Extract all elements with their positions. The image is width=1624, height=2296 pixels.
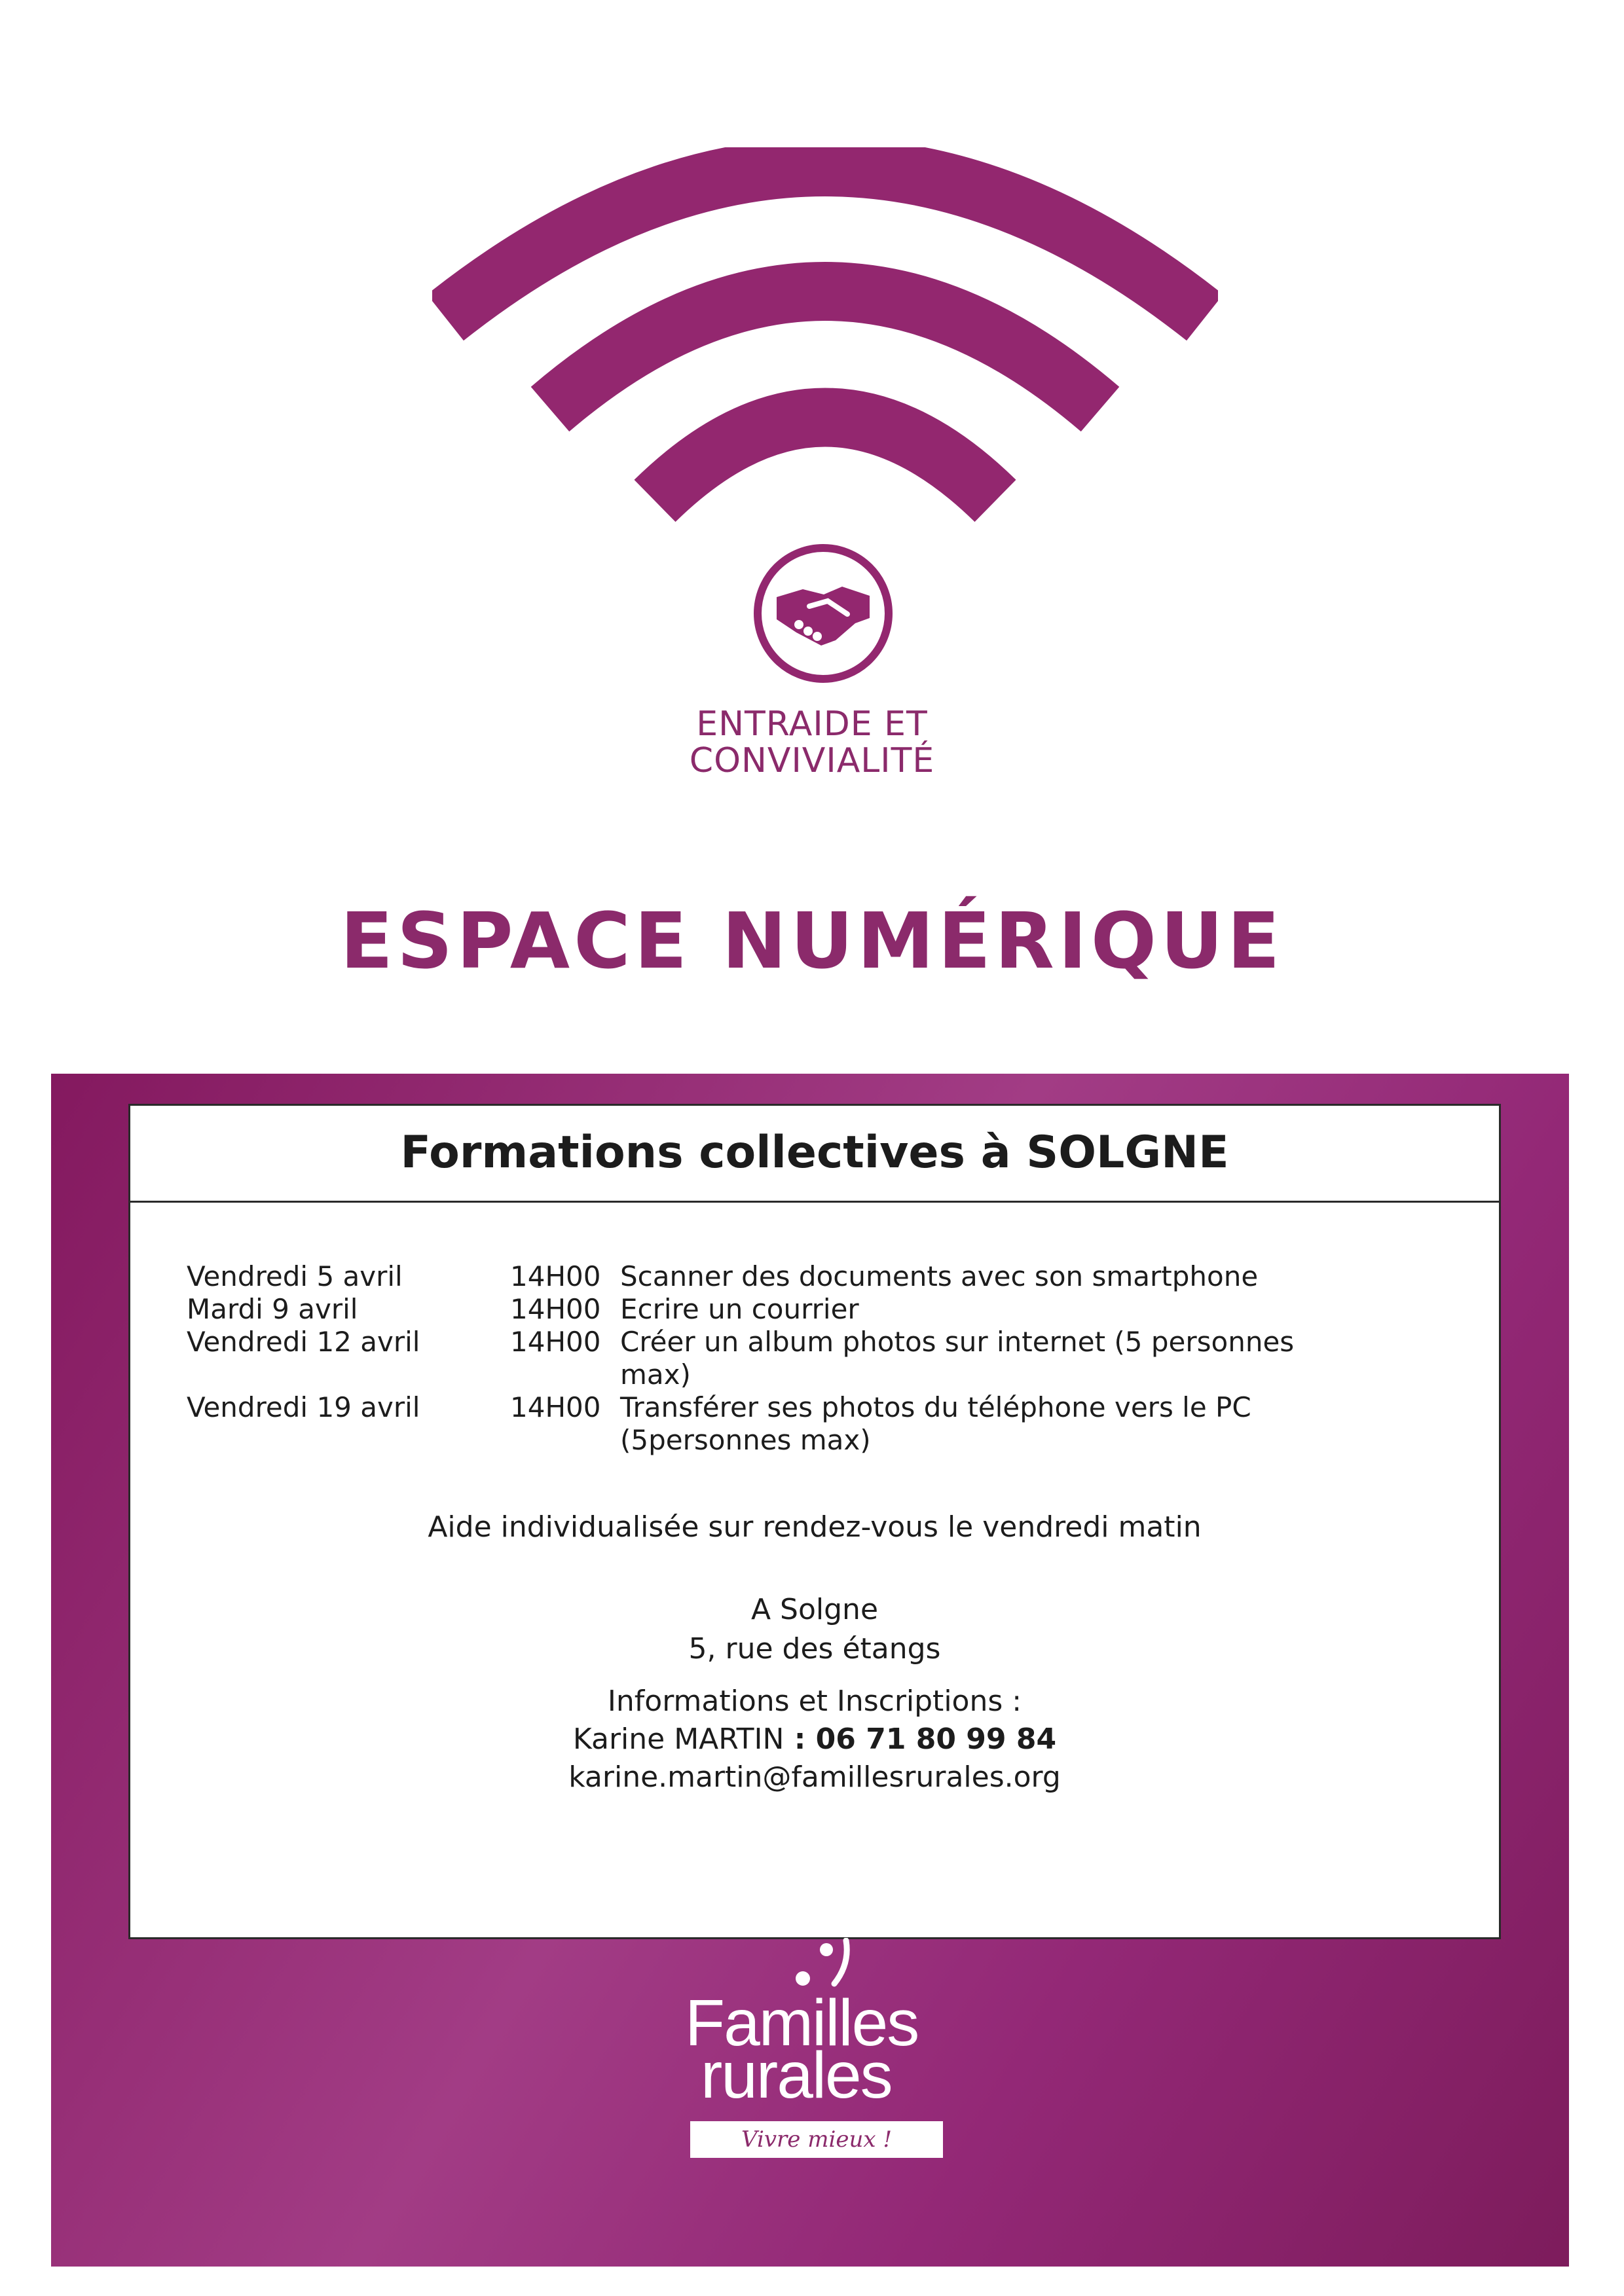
contact-line (130, 1720, 1499, 1759)
info-panel (128, 1104, 1501, 1939)
session-date: Vendredi 5 avril (187, 1260, 403, 1292)
session-date: Vendredi 19 avril (187, 1391, 420, 1423)
panel-header (130, 1106, 1499, 1203)
logo-word-familles: Familles (685, 1986, 919, 2060)
session-row (187, 1391, 1483, 1457)
wifi-icon (432, 147, 1218, 553)
logo-tagline-box (690, 2121, 943, 2158)
badge-tagline-line1: ENTRAIDE ET (696, 704, 928, 744)
panel-title: Formations collectives à SOLGNE (400, 1127, 1229, 1178)
session-time: 14H00 (510, 1391, 601, 1423)
session-topic: Ecrire un courrier (620, 1293, 859, 1325)
badge-tagline-line2: CONVIVIALITÉ (689, 741, 935, 780)
contact-name: Karine MARTIN (572, 1722, 784, 1756)
contact-phone[interactable]: 06 71 80 99 84 (815, 1722, 1057, 1756)
session-row (187, 1260, 1483, 1293)
session-date: Vendredi 12 avril (187, 1326, 420, 1358)
session-row (187, 1293, 1483, 1326)
session-topic: Transférer ses photos du téléphone vers le PC (5personnes max) (620, 1391, 1251, 1456)
contact-separator: : (784, 1722, 816, 1756)
schedule-list (187, 1260, 1483, 1457)
session-topic: Scanner des documents avec son smartphone (620, 1260, 1259, 1292)
location-line1: A Solgne (750, 1593, 879, 1626)
session-date: Mardi 9 avril (187, 1293, 358, 1325)
contact-heading: Informations et Inscriptions : (607, 1685, 1022, 1718)
session-time: 14H00 (510, 1326, 601, 1358)
session-topic: Créer un album photos sur internet (5 personnes max) (620, 1326, 1295, 1391)
contact-email[interactable]: karine.martin@famillesrurales.org (568, 1760, 1061, 1794)
poster-title: ESPACE NUMÉRIQUE (340, 896, 1284, 986)
session-time: 14H00 (510, 1260, 601, 1292)
session-time: 14H00 (510, 1293, 601, 1325)
individual-help-text: Aide individualisée sur rendez-vous le vendredi matin (428, 1510, 1202, 1544)
familles-rurales-logo (681, 1938, 956, 2160)
logo-word-rurales: rurales (701, 2039, 892, 2112)
location-line2: 5, rue des étangs (688, 1632, 941, 1666)
logo-tagline: Vivre mieux ! (741, 2126, 892, 2153)
session-row (187, 1326, 1483, 1391)
handshake-icon (750, 541, 896, 686)
